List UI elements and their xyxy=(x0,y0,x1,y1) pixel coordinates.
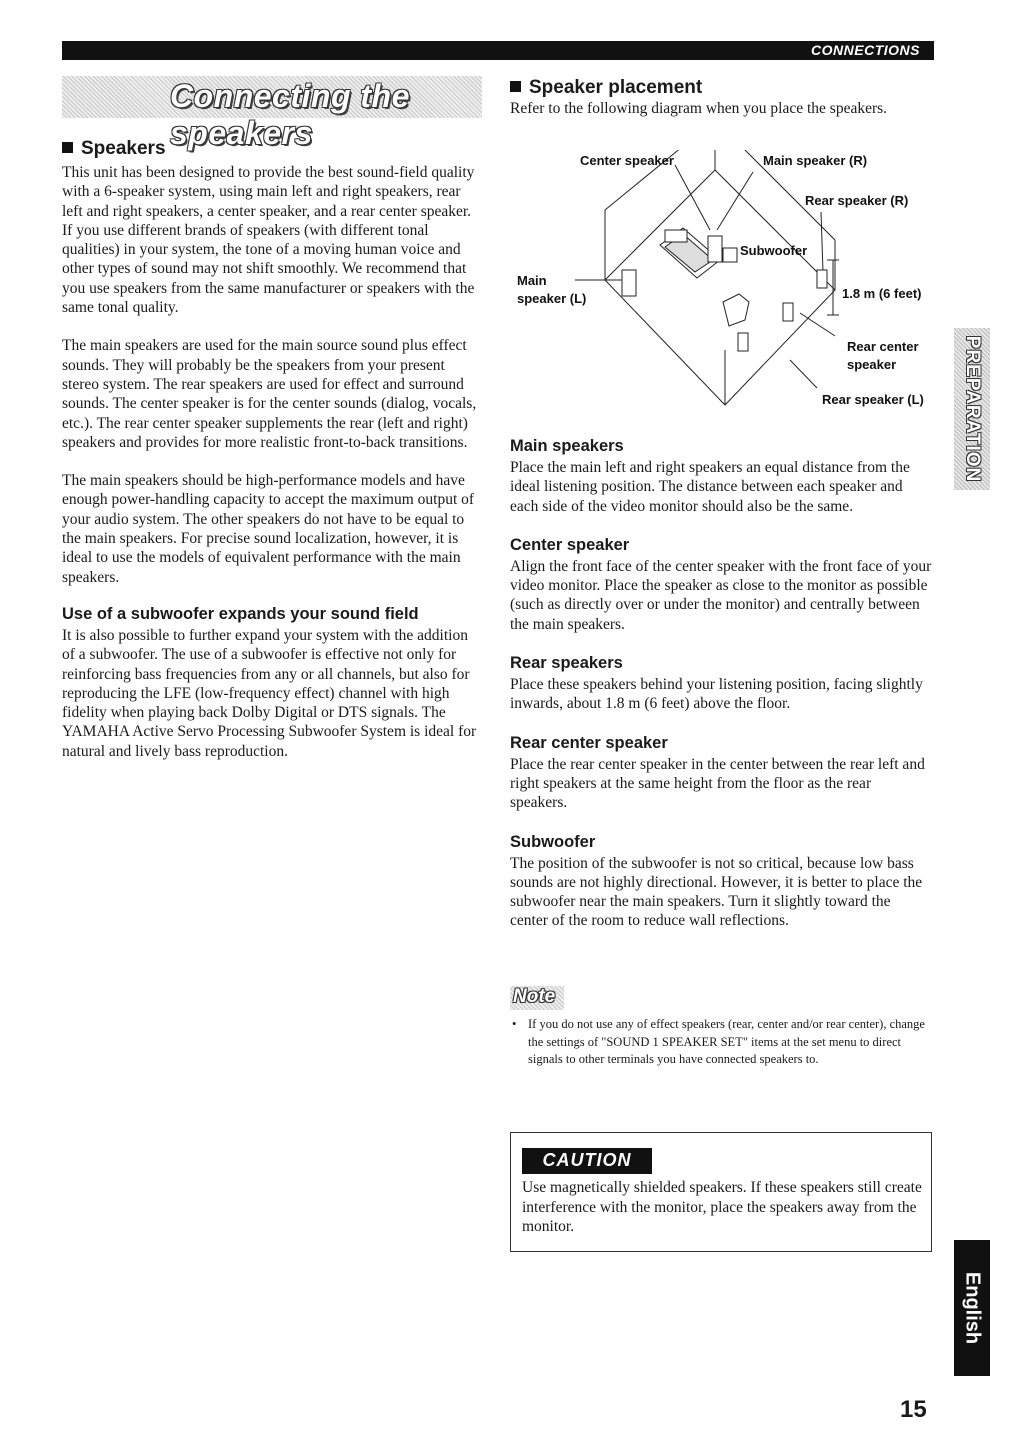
rear-center-leader xyxy=(800,313,835,336)
rear-center-speaker-paragraph: Place the rear center speaker in the center between the rear left and right speakers at the same height from the floor as the rear speakers. xyxy=(510,755,925,812)
section-header-bar xyxy=(62,41,934,60)
label-height: 1.8 m (6 feet) xyxy=(842,286,922,301)
subwoofer-shape xyxy=(723,248,737,262)
subwoofer-paragraph: The position of the subwoofer is not so critical, because low bass sounds are not highly directional. However, it is better to place the subwoofer near the main speakers. Turn it slightly toward the center of the room to reduce wall reflections. xyxy=(510,854,923,930)
tab-preparation-label: PREPARATION xyxy=(962,335,983,483)
subwoofer-heading: Subwoofer xyxy=(510,832,596,851)
note-item xyxy=(512,1016,932,1069)
speakers-paragraph-2: The main speakers are used for the main source sound plus effect sounds. They will probably be the speakers from your present stereo system. The rear speakers are used for effect and surround sounds. The center speaker is for the center sounds (dialog, vocals, etc.). The rear center speaker supplements the rear (left and right) speakers and provides for more realistic front-to-back transitions. xyxy=(62,337,477,451)
placement-section xyxy=(510,77,932,118)
center-speaker-heading: Center speaker xyxy=(510,535,630,554)
main-speaker-r-shape xyxy=(708,236,722,262)
label-rear-center-line1: Rear center xyxy=(847,339,919,354)
speakers-paragraph-3: The main speakers should be high-performance models and have enough power-handling capacity to accept the maximum output of your audio system. The other speakers do not have to be equal to the main speakers. For precise sound localization, however, it is ideal to use the models of equivalent performance with the main speakers. xyxy=(62,472,475,586)
page-number: 15 xyxy=(900,1396,927,1423)
label-rear-speaker-r: Rear speaker (R) xyxy=(805,193,909,208)
speakers-heading: Speakers xyxy=(62,138,484,160)
tab-language xyxy=(954,1240,990,1376)
caution-badge xyxy=(522,1148,652,1174)
center-leader xyxy=(675,165,710,230)
section-title: CONNECTIONS xyxy=(811,42,920,58)
label-rear-center-line2: speaker xyxy=(847,357,897,372)
rear-speakers-heading: Rear speakers xyxy=(510,654,623,673)
speakers-paragraph-1: This unit has been designed to provide the best sound-field quality with a 6-speaker system, using main left and right speakers, rear left and right speakers, a center speaker, and a rear center speaker. If you use different brands of speakers (with different tonal qualities) in your system, the tone of a moving human voice and other types of sound may not shift smoothly. We recommend that you use speakers from the same manufacturer or speakers with the same tonal quality. xyxy=(62,164,475,317)
main-speakers-heading: Main speakers xyxy=(510,437,624,455)
note-bullet: • xyxy=(512,1017,517,1031)
center-speaker-paragraph: Align the front face of the center speaker with the front face of your video monitor. Place the speaker as close to the monitor as possible (such as directly over or under the monitor) and centrally between the main speakers. xyxy=(510,557,932,633)
label-main-l-line2: speaker (L) xyxy=(517,291,587,306)
rear-speaker-r-shape xyxy=(817,270,827,288)
rear-center-speaker-heading: Rear center speaker xyxy=(510,733,668,752)
speaker-placement-diagram xyxy=(505,150,945,430)
label-rear-speaker-l: Rear speaker (L) xyxy=(822,392,924,407)
rear-speakers-paragraph: Place these speakers behind your listening position, facing slightly inwards, about 1.8 m (6 feet) above the floor. xyxy=(510,676,923,713)
label-main-l-line1: Main xyxy=(517,273,547,288)
left-column xyxy=(62,138,484,761)
label-center-speaker: Center speaker xyxy=(580,153,674,168)
center-speaker-shape xyxy=(665,230,687,242)
tab-preparation xyxy=(954,328,990,490)
tab-language-label: English xyxy=(961,1271,984,1345)
subwoofer-expand-heading: Use of a subwoofer expands your sound field xyxy=(62,604,419,623)
note-badge xyxy=(510,986,564,1010)
listener-chair xyxy=(723,294,749,326)
placement-heading: Speaker placement xyxy=(510,77,932,99)
placement-details xyxy=(510,437,932,931)
subwoofer-expand-paragraph: It is also possible to further expand your system with the addition of a subwoofer. The use of a subwoofer is effective not only for reinforcing bass frequencies from any or all channels, but also for reproducing the LFE (low-frequency effect) channel with high fidelity when playing back Dolby Digital or DTS signals. The YAMAHA Active Servo Processing Subwoofer System is ideal for natural and lively bass reproduction. xyxy=(62,626,477,760)
main-speaker-l-shape xyxy=(622,270,636,296)
rear-speaker-l-shape xyxy=(738,333,748,351)
rear-center-speaker-shape xyxy=(783,303,793,321)
main-speakers-paragraph: Place the main left and right speakers an equal distance from the ideal listening position. The distance between each speaker and each side of the video monitor should also be the same. xyxy=(510,459,910,515)
banner-title: Connecting the speakers xyxy=(170,78,410,151)
caution-text: Use magnetically shielded speakers. If these speakers still create interference with the monitor, place the speakers away from the monitor. xyxy=(522,1179,922,1235)
rear-l-leader xyxy=(790,360,817,388)
caution-label: CAUTION xyxy=(542,1150,632,1170)
note-text: If you do not use any of effect speakers (rear, center and/or rear center), change the settings of "SOUND 1 SPEAKER SET" items at the set menu to direct signals to other terminals you have connected speakers to. xyxy=(528,1017,925,1066)
page-banner xyxy=(62,76,482,151)
rear-r-leader xyxy=(821,212,823,272)
label-subwoofer: Subwoofer xyxy=(740,243,808,258)
main-r-leader xyxy=(717,172,753,230)
placement-intro: Refer to the following diagram when you place the speakers. xyxy=(510,100,888,117)
label-main-speaker-r: Main speaker (R) xyxy=(763,153,868,168)
note-label: Note xyxy=(513,986,556,1007)
